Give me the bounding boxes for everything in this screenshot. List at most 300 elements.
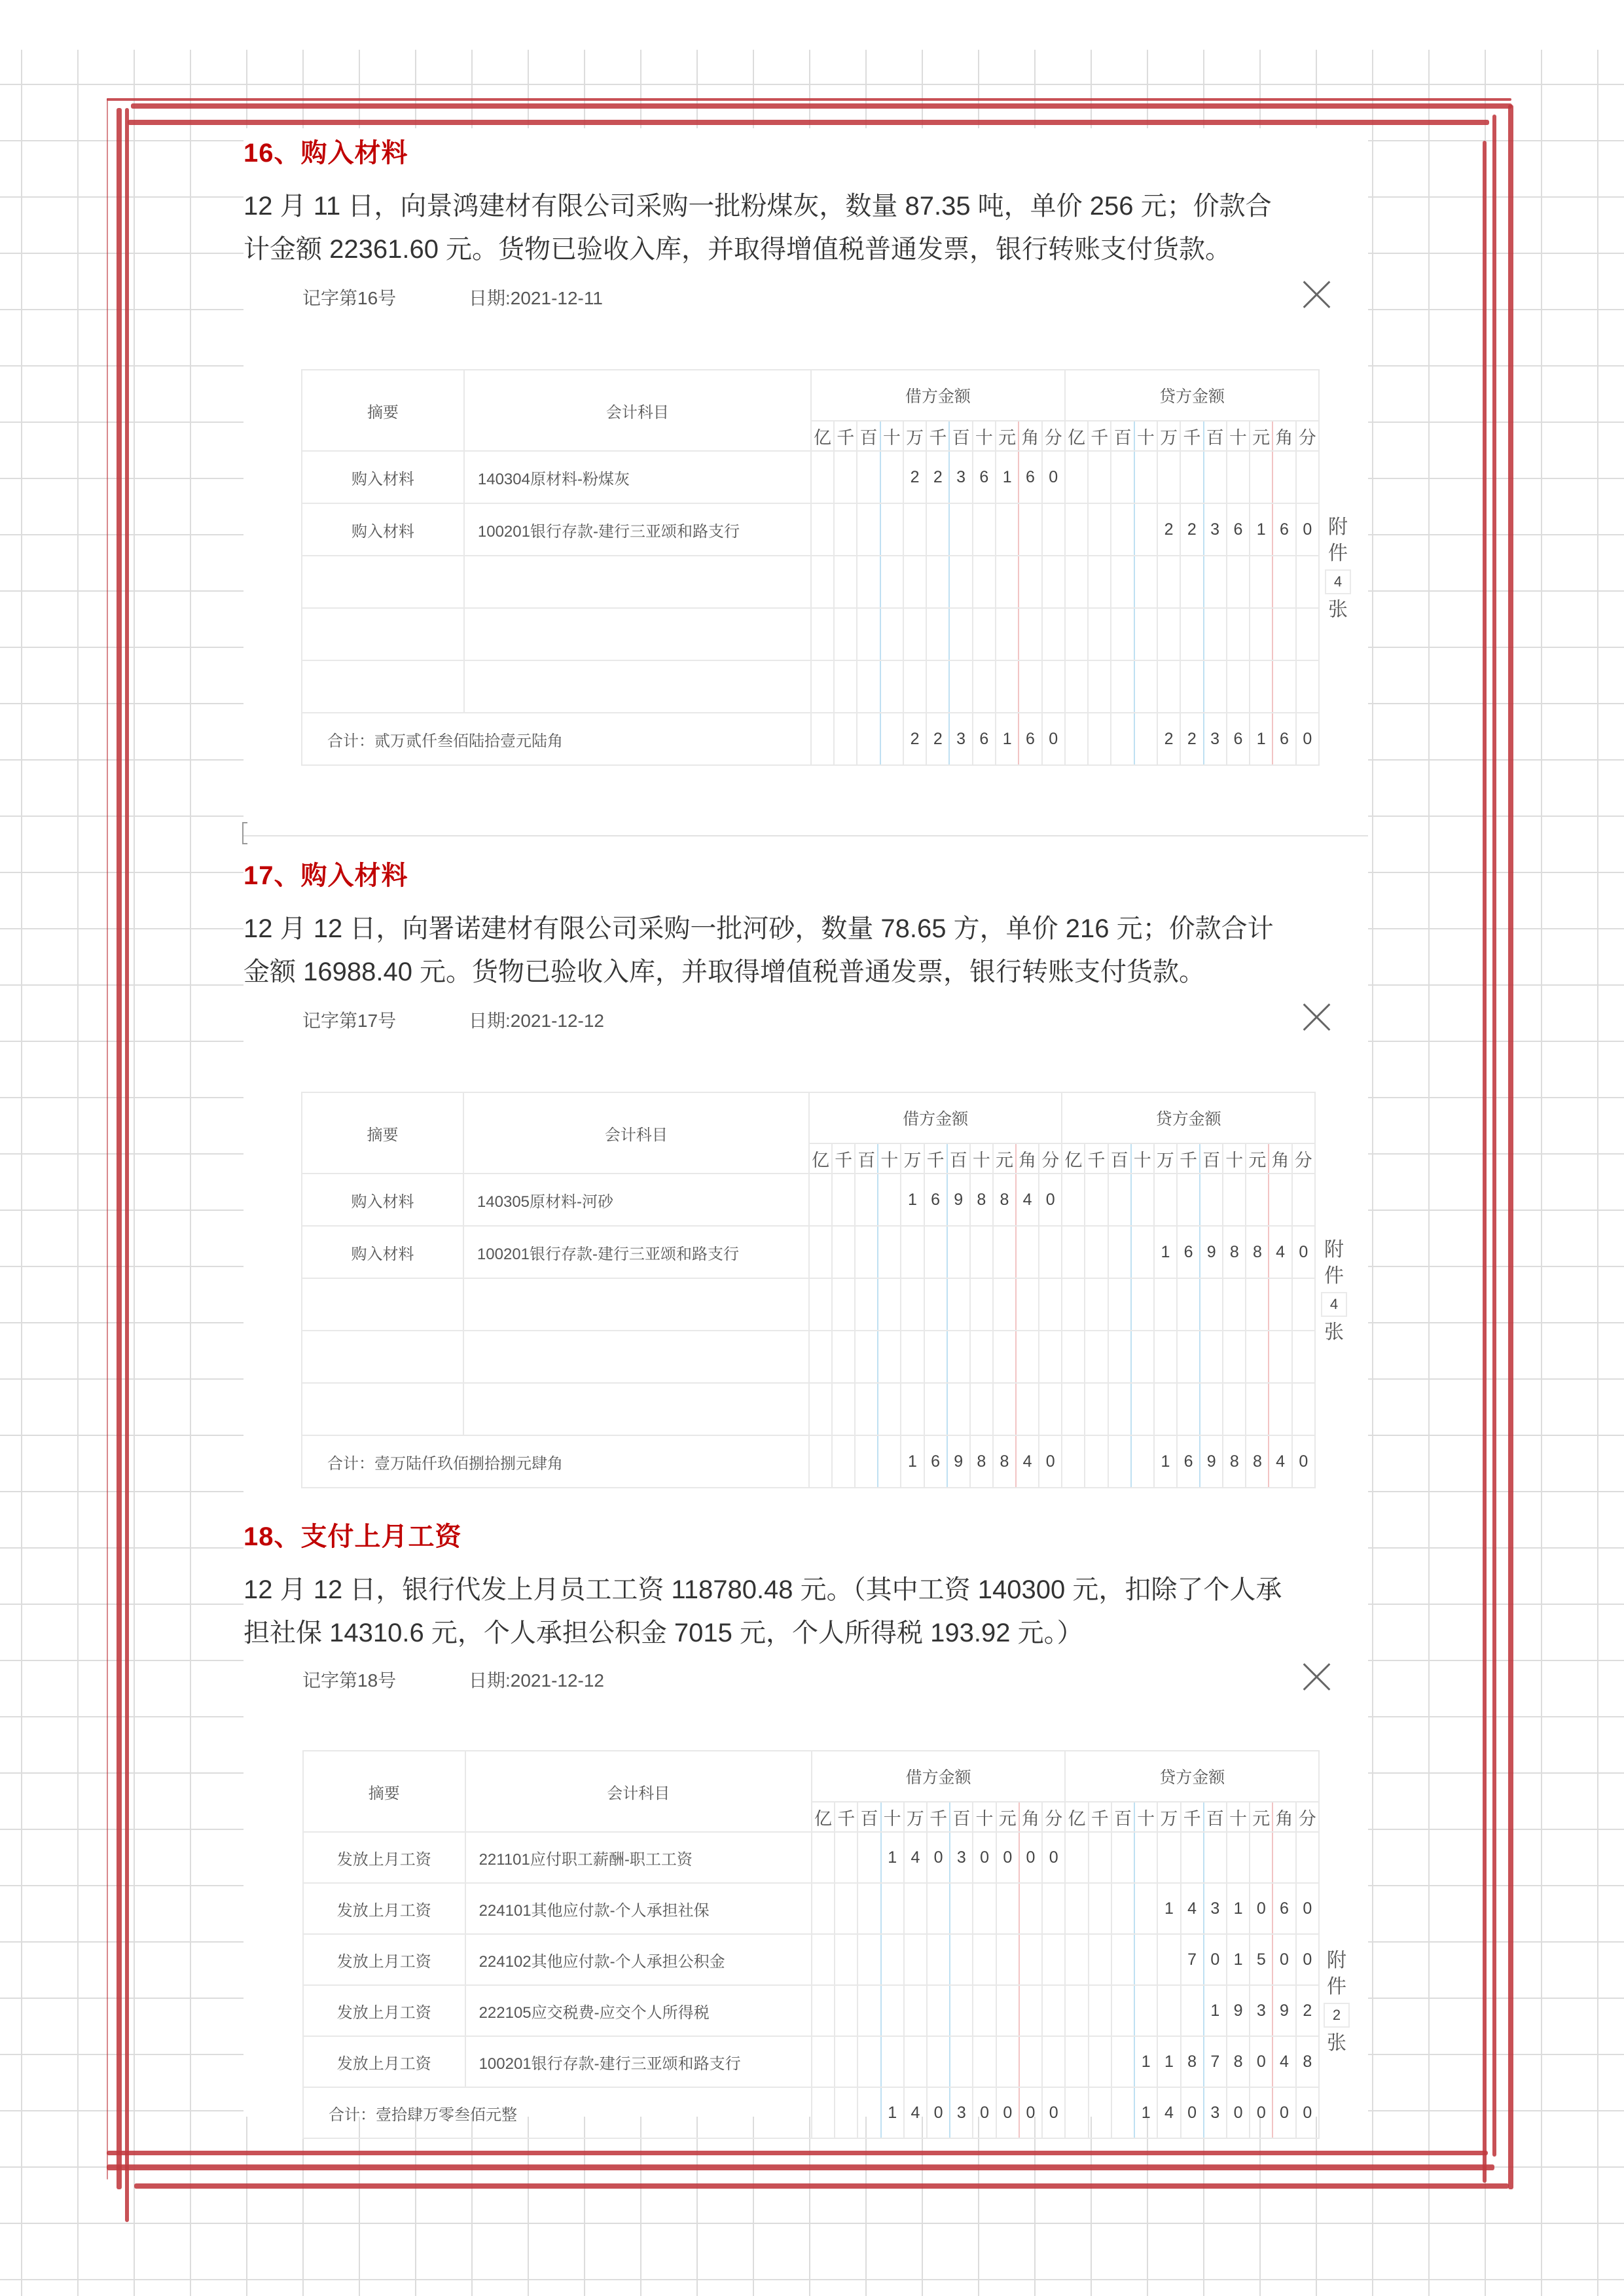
credit-digit — [1085, 1331, 1108, 1383]
debit-digit: 4 — [1016, 1174, 1039, 1226]
debit-digit — [996, 2036, 1019, 2087]
summary-cell[interactable] — [302, 1331, 463, 1383]
credit-digit: 3 — [1204, 1883, 1227, 1934]
digit-header: 百 — [947, 1143, 970, 1174]
table-row[interactable] — [302, 1383, 1315, 1435]
close-icon[interactable] — [1303, 1003, 1331, 1031]
voucher-number: 记字第16号 — [302, 288, 397, 308]
summary-cell[interactable]: 购入材料 — [302, 1174, 463, 1226]
digit-header: 角 — [1019, 1802, 1042, 1832]
debit-digit — [1042, 660, 1065, 713]
digit-header: 百 — [1204, 421, 1227, 451]
debit-digit — [857, 660, 880, 713]
summary-cell[interactable]: 购入材料 — [302, 1226, 463, 1278]
credit-digit — [1065, 1934, 1088, 1985]
header-summary: 摘要 — [303, 1751, 465, 1832]
debit-digit — [1016, 1226, 1039, 1278]
debit-digit — [834, 503, 857, 556]
digit-header: 百 — [1111, 1802, 1134, 1832]
section-title: 16、购入材料 — [244, 139, 408, 168]
debit-digit — [809, 1278, 832, 1331]
credit-digit — [1177, 1174, 1200, 1226]
credit-digit — [1223, 1174, 1246, 1226]
debit-digit — [812, 1832, 835, 1883]
debit-digit — [857, 1832, 880, 1883]
debit-digit — [880, 608, 903, 660]
credit-digit — [1250, 451, 1272, 503]
debit-digit: 0 — [1042, 1832, 1065, 1883]
credit-digit: 0 — [1250, 2036, 1272, 2087]
credit-digit: 1 — [1154, 1435, 1177, 1488]
digit-header: 十 — [973, 421, 996, 451]
table-row[interactable] — [302, 451, 1319, 503]
debit-digit — [1016, 1331, 1039, 1383]
table-row[interactable] — [302, 556, 1319, 608]
debit-digit — [857, 451, 880, 503]
account-cell[interactable] — [464, 608, 811, 660]
credit-digit — [1204, 451, 1227, 503]
credit-digit — [1134, 660, 1157, 713]
credit-digit: 1 — [1157, 1883, 1180, 1934]
account-cell[interactable]: 140305原材料-河砂 — [463, 1174, 809, 1226]
table-row[interactable] — [303, 1832, 1319, 1883]
debit-digit — [1016, 1278, 1039, 1331]
credit-digit: 7 — [1204, 2036, 1227, 2087]
credit-digit — [1200, 1331, 1223, 1383]
debit-digit — [878, 1383, 901, 1435]
debit-digit: 3 — [950, 2087, 973, 2138]
credit-digit: 1 — [1204, 1985, 1227, 2036]
debit-digit — [857, 2087, 880, 2138]
digit-header: 角 — [1272, 421, 1295, 451]
voucher-number: 记字第18号 — [302, 1670, 397, 1691]
summary-cell[interactable]: 发放上月工资 — [303, 1883, 465, 1934]
header-account: 会计科目 — [464, 370, 811, 451]
section-description: 12 月 12 日，向署诺建材有限公司采购一批河砂，数量 78.65 方，单价 216 元；价款合计 金额 16988.40 元。货物已验收入库，并取得增值税普通发票，银行转账支付货款。 — [244, 914, 1274, 986]
account-cell[interactable]: 100201银行存款-建行三亚颂和路支行 — [464, 503, 811, 556]
digit-header: 十 — [1131, 1143, 1154, 1174]
credit-digit — [1131, 1174, 1154, 1226]
credit-digit: 1 — [1157, 2036, 1180, 2087]
credit-digit: 0 — [1292, 1435, 1315, 1488]
credit-digit: 1 — [1134, 2087, 1157, 2138]
credit-digit — [1111, 660, 1134, 713]
debit-digit — [927, 1883, 950, 1934]
debit-digit — [1019, 556, 1041, 608]
debit-digit — [835, 2036, 857, 2087]
digit-header: 角 — [1269, 1143, 1291, 1174]
debit-digit — [809, 1174, 832, 1226]
credit-digit — [1272, 451, 1295, 503]
credit-digit: 6 — [1227, 503, 1250, 556]
close-icon[interactable] — [1303, 1662, 1331, 1691]
credit-digit: 1 — [1250, 503, 1272, 556]
credit-digit — [1227, 451, 1250, 503]
debit-digit — [949, 556, 972, 608]
credit-digit: 0 — [1181, 2087, 1204, 2138]
credit-digit — [1088, 451, 1111, 503]
credit-digit: 4 — [1157, 2087, 1180, 2138]
credit-digit — [1246, 1278, 1269, 1331]
debit-digit: 0 — [996, 1832, 1019, 1883]
account-cell[interactable] — [463, 1278, 809, 1331]
credit-digit: 2 — [1296, 1985, 1319, 2036]
summary-cell[interactable]: 购入材料 — [302, 503, 464, 556]
credit-digit — [1131, 1226, 1154, 1278]
digit-header: 千 — [832, 1143, 855, 1174]
credit-digit — [1157, 1832, 1180, 1883]
account-cell[interactable]: 100201银行存款-建行三亚颂和路支行 — [463, 1226, 809, 1278]
credit-digit — [1269, 1174, 1291, 1226]
credit-digit — [1134, 1934, 1157, 1985]
debit-digit: 0 — [996, 2087, 1019, 2138]
debit-digit — [811, 660, 834, 713]
credit-digit: 0 — [1296, 1934, 1319, 1985]
debit-digit — [950, 1985, 973, 2036]
debit-digit — [855, 1226, 878, 1278]
credit-digit — [1131, 1278, 1154, 1331]
credit-digit: 0 — [1296, 713, 1319, 765]
credit-digit — [1134, 451, 1157, 503]
digit-header: 角 — [1272, 1802, 1295, 1832]
debit-digit: 1 — [996, 713, 1019, 765]
digit-header: 十 — [881, 1802, 904, 1832]
credit-digit — [1296, 608, 1319, 660]
credit-digit: 6 — [1177, 1435, 1200, 1488]
digit-header: 十 — [973, 1802, 996, 1832]
debit-digit: 0 — [973, 2087, 996, 2138]
credit-digit: 2 — [1180, 713, 1203, 765]
debit-digit — [926, 556, 949, 608]
credit-digit: 8 — [1227, 2036, 1250, 2087]
debit-digit: 6 — [924, 1174, 947, 1226]
debit-digit — [993, 1278, 1016, 1331]
credit-digit: 0 — [1272, 1934, 1295, 1985]
credit-digit: 1 — [1154, 1226, 1177, 1278]
debit-digit — [835, 1883, 857, 1934]
debit-digit — [812, 1985, 835, 2036]
credit-digit: 0 — [1296, 2087, 1319, 2138]
debit-digit — [1019, 660, 1041, 713]
credit-digit: 0 — [1296, 1883, 1319, 1934]
credit-digit — [1227, 660, 1250, 713]
debit-digit — [973, 2036, 996, 2087]
digit-header: 百 — [857, 1802, 880, 1832]
credit-digit — [1296, 660, 1319, 713]
voucher-date: 日期:2021-12-12 — [469, 1670, 605, 1691]
account-cell[interactable]: 221101应付职工薪酬-职工工资 — [465, 1832, 812, 1883]
debit-digit — [901, 1226, 924, 1278]
credit-digit — [1250, 556, 1272, 608]
digit-header: 角 — [1019, 421, 1041, 451]
total-label: 合计：壹万陆仟玖佰捌拾捌元肆角 — [302, 1435, 809, 1488]
table-row[interactable] — [302, 1278, 1315, 1331]
credit-digit: 8 — [1296, 2036, 1319, 2087]
credit-digit — [1065, 556, 1088, 608]
summary-cell[interactable] — [302, 1278, 463, 1331]
debit-digit — [926, 608, 949, 660]
debit-digit — [857, 556, 880, 608]
digit-header: 分 — [1042, 421, 1065, 451]
credit-digit — [1089, 1832, 1111, 1883]
voucher-table — [301, 369, 1320, 766]
debit-digit — [901, 1331, 924, 1383]
debit-digit — [809, 1226, 832, 1278]
debit-digit — [834, 451, 857, 503]
debit-digit: 4 — [904, 1832, 927, 1883]
debit-digit — [812, 2036, 835, 2087]
text-cursor — [242, 822, 247, 844]
credit-digit — [1111, 608, 1134, 660]
digit-header: 万 — [1157, 1802, 1180, 1832]
credit-digit — [1180, 451, 1203, 503]
digit-header: 分 — [1292, 1143, 1315, 1174]
digit-header: 千 — [1089, 1802, 1111, 1832]
close-icon[interactable] — [1303, 280, 1331, 309]
attachment-count-input[interactable]: 2 — [1324, 2003, 1350, 2028]
credit-digit — [1296, 451, 1319, 503]
digit-header: 亿 — [1062, 1143, 1085, 1174]
table-row[interactable] — [302, 660, 1319, 713]
debit-digit — [1042, 608, 1065, 660]
summary-cell[interactable]: 发放上月工资 — [303, 1985, 465, 2036]
credit-digit — [1292, 1278, 1315, 1331]
account-cell[interactable]: 224101其他应付款-个人承担社保 — [465, 1883, 812, 1934]
credit-digit — [1157, 660, 1180, 713]
summary-cell[interactable]: 发放上月工资 — [303, 1934, 465, 1985]
debit-digit: 2 — [926, 451, 949, 503]
debit-digit — [857, 713, 880, 765]
debit-digit — [996, 556, 1019, 608]
debit-digit — [947, 1226, 970, 1278]
debit-digit: 9 — [947, 1435, 970, 1488]
table-row[interactable] — [302, 608, 1319, 660]
section-title: 18、支付上月工资 — [244, 1522, 462, 1551]
credit-digit — [1108, 1278, 1131, 1331]
total-row — [302, 713, 1319, 765]
debit-digit — [1042, 1985, 1065, 2036]
table-row[interactable] — [303, 1985, 1319, 2036]
header-debit: 借方金额 — [809, 1092, 1062, 1143]
credit-digit: 2 — [1157, 503, 1180, 556]
credit-digit — [1154, 1383, 1177, 1435]
credit-digit: 4 — [1269, 1226, 1291, 1278]
credit-digit: 4 — [1269, 1435, 1291, 1488]
debit-digit — [832, 1383, 855, 1435]
digit-header: 千 — [924, 1143, 947, 1174]
credit-digit — [1269, 1278, 1291, 1331]
credit-digit — [1062, 1174, 1085, 1226]
debit-digit — [924, 1226, 947, 1278]
debit-digit — [927, 1934, 950, 1985]
account-cell[interactable] — [464, 660, 811, 713]
debit-digit — [1042, 556, 1065, 608]
credit-digit — [1088, 608, 1111, 660]
debit-digit — [855, 1331, 878, 1383]
table-row[interactable] — [303, 1934, 1319, 1985]
account-cell[interactable] — [463, 1383, 809, 1435]
attachment-count-input[interactable]: 4 — [1321, 1292, 1347, 1317]
credit-digit — [1111, 1985, 1134, 2036]
debit-digit — [950, 1934, 973, 1985]
table-row[interactable] — [302, 1331, 1315, 1383]
digit-header: 分 — [1042, 1802, 1065, 1832]
credit-digit — [1111, 1832, 1134, 1883]
digit-header: 万 — [903, 421, 926, 451]
debit-digit — [835, 1934, 857, 1985]
debit-digit — [926, 660, 949, 713]
digit-header: 十 — [970, 1143, 993, 1174]
debit-digit: 1 — [901, 1174, 924, 1226]
debit-digit: 0 — [1019, 1832, 1042, 1883]
debit-digit: 2 — [926, 713, 949, 765]
credit-digit: 8 — [1223, 1226, 1246, 1278]
debit-digit — [832, 1226, 855, 1278]
credit-digit: 3 — [1204, 503, 1227, 556]
digit-header: 亿 — [809, 1143, 832, 1174]
table-row[interactable] — [302, 1226, 1315, 1278]
debit-digit — [1039, 1383, 1062, 1435]
digit-header: 亿 — [1065, 1802, 1088, 1832]
summary-cell[interactable]: 发放上月工资 — [303, 1832, 465, 1883]
debit-digit — [857, 1985, 880, 2036]
debit-digit — [1016, 1383, 1039, 1435]
credit-digit: 3 — [1250, 1985, 1272, 2036]
credit-digit — [1227, 608, 1250, 660]
credit-digit: 9 — [1200, 1226, 1223, 1278]
debit-digit — [834, 713, 857, 765]
digit-header: 亿 — [812, 1802, 835, 1832]
credit-digit — [1292, 1174, 1315, 1226]
debit-digit — [880, 556, 903, 608]
credit-digit: 7 — [1181, 1934, 1204, 1985]
debit-digit — [970, 1226, 993, 1278]
summary-cell[interactable] — [302, 660, 464, 713]
debit-digit — [973, 503, 996, 556]
credit-digit — [1177, 1278, 1200, 1331]
credit-digit — [1272, 556, 1295, 608]
credit-digit — [1157, 1934, 1180, 1985]
summary-cell[interactable]: 购入材料 — [302, 451, 464, 503]
credit-digit: 1 — [1227, 1934, 1250, 1985]
debit-digit — [970, 1278, 993, 1331]
credit-digit — [1204, 1832, 1227, 1883]
page-top-margin — [0, 0, 1624, 50]
summary-cell[interactable] — [302, 1383, 463, 1435]
debit-digit — [947, 1331, 970, 1383]
debit-digit — [835, 1832, 857, 1883]
debit-digit — [970, 1383, 993, 1435]
digit-header: 百 — [1200, 1143, 1223, 1174]
debit-digit — [1042, 2036, 1065, 2087]
table-row[interactable] — [302, 1174, 1315, 1226]
debit-digit — [993, 1226, 1016, 1278]
debit-digit: 6 — [973, 713, 996, 765]
attachment-count-input[interactable]: 4 — [1325, 569, 1351, 594]
debit-digit — [809, 1383, 832, 1435]
debit-digit: 0 — [927, 1832, 950, 1883]
credit-digit — [1200, 1174, 1223, 1226]
digit-header: 千 — [835, 1802, 857, 1832]
account-cell[interactable]: 222105应交税费-应交个人所得税 — [465, 1985, 812, 2036]
debit-digit: 0 — [1039, 1174, 1062, 1226]
debit-digit: 4 — [904, 2087, 927, 2138]
credit-digit: 6 — [1227, 713, 1250, 765]
debit-digit: 6 — [1019, 713, 1041, 765]
credit-digit — [1085, 1226, 1108, 1278]
credit-digit — [1177, 1331, 1200, 1383]
summary-cell[interactable]: 发放上月工资 — [303, 2036, 465, 2087]
summary-cell[interactable] — [302, 556, 464, 608]
table-row[interactable] — [303, 1883, 1319, 1934]
account-cell[interactable]: 140304原材料-粉煤灰 — [464, 451, 811, 503]
account-cell[interactable] — [463, 1331, 809, 1383]
credit-digit: 2 — [1157, 713, 1180, 765]
digit-header: 十 — [1223, 1143, 1246, 1174]
account-cell[interactable]: 224102其他应付款-个人承担公积金 — [465, 1934, 812, 1985]
debit-digit: 6 — [973, 451, 996, 503]
debit-digit — [834, 660, 857, 713]
credit-digit: 1 — [1134, 2036, 1157, 2087]
total-label: 合计：贰万贰仟叁佰陆拾壹元陆角 — [302, 713, 811, 765]
debit-digit — [996, 608, 1019, 660]
credit-digit: 9 — [1272, 1985, 1295, 2036]
credit-digit — [1089, 1934, 1111, 1985]
account-cell[interactable] — [464, 556, 811, 608]
debit-digit — [811, 451, 834, 503]
debit-digit: 0 — [1042, 451, 1065, 503]
credit-digit — [1296, 1832, 1319, 1883]
credit-digit — [1088, 713, 1111, 765]
debit-digit — [949, 660, 972, 713]
debit-digit — [973, 1883, 996, 1934]
credit-digit — [1200, 1383, 1223, 1435]
credit-digit — [1134, 713, 1157, 765]
credit-digit — [1134, 503, 1157, 556]
digit-header: 千 — [834, 421, 857, 451]
digit-header: 千 — [1180, 421, 1203, 451]
debit-digit: 1 — [881, 2087, 904, 2138]
credit-digit — [1223, 1383, 1246, 1435]
digit-header: 元 — [1246, 1143, 1269, 1174]
debit-digit — [811, 713, 834, 765]
credit-digit — [1157, 1985, 1180, 2036]
digit-header: 百 — [857, 421, 880, 451]
credit-digit — [1296, 556, 1319, 608]
table-row[interactable] — [302, 503, 1319, 556]
section-title: 17、购入材料 — [244, 861, 408, 890]
credit-digit — [1269, 1331, 1291, 1383]
credit-digit: 8 — [1246, 1435, 1269, 1488]
attachment-count: 附 件 2 张 — [1324, 1948, 1350, 2056]
credit-digit — [1131, 1331, 1154, 1383]
credit-digit — [1111, 503, 1134, 556]
credit-digit — [1131, 1383, 1154, 1435]
digit-header: 百 — [1111, 421, 1134, 451]
credit-digit — [1181, 1832, 1204, 1883]
debit-digit — [880, 713, 903, 765]
debit-digit — [1019, 503, 1041, 556]
debit-digit — [903, 503, 926, 556]
debit-digit — [881, 1883, 904, 1934]
debit-digit — [1019, 1883, 1042, 1934]
summary-cell[interactable] — [302, 608, 464, 660]
debit-digit: 8 — [970, 1435, 993, 1488]
credit-digit — [1062, 1331, 1085, 1383]
account-cell[interactable]: 100201银行存款-建行三亚颂和路支行 — [465, 2036, 812, 2087]
table-row[interactable] — [303, 2036, 1319, 2087]
digit-header: 千 — [1085, 1143, 1108, 1174]
